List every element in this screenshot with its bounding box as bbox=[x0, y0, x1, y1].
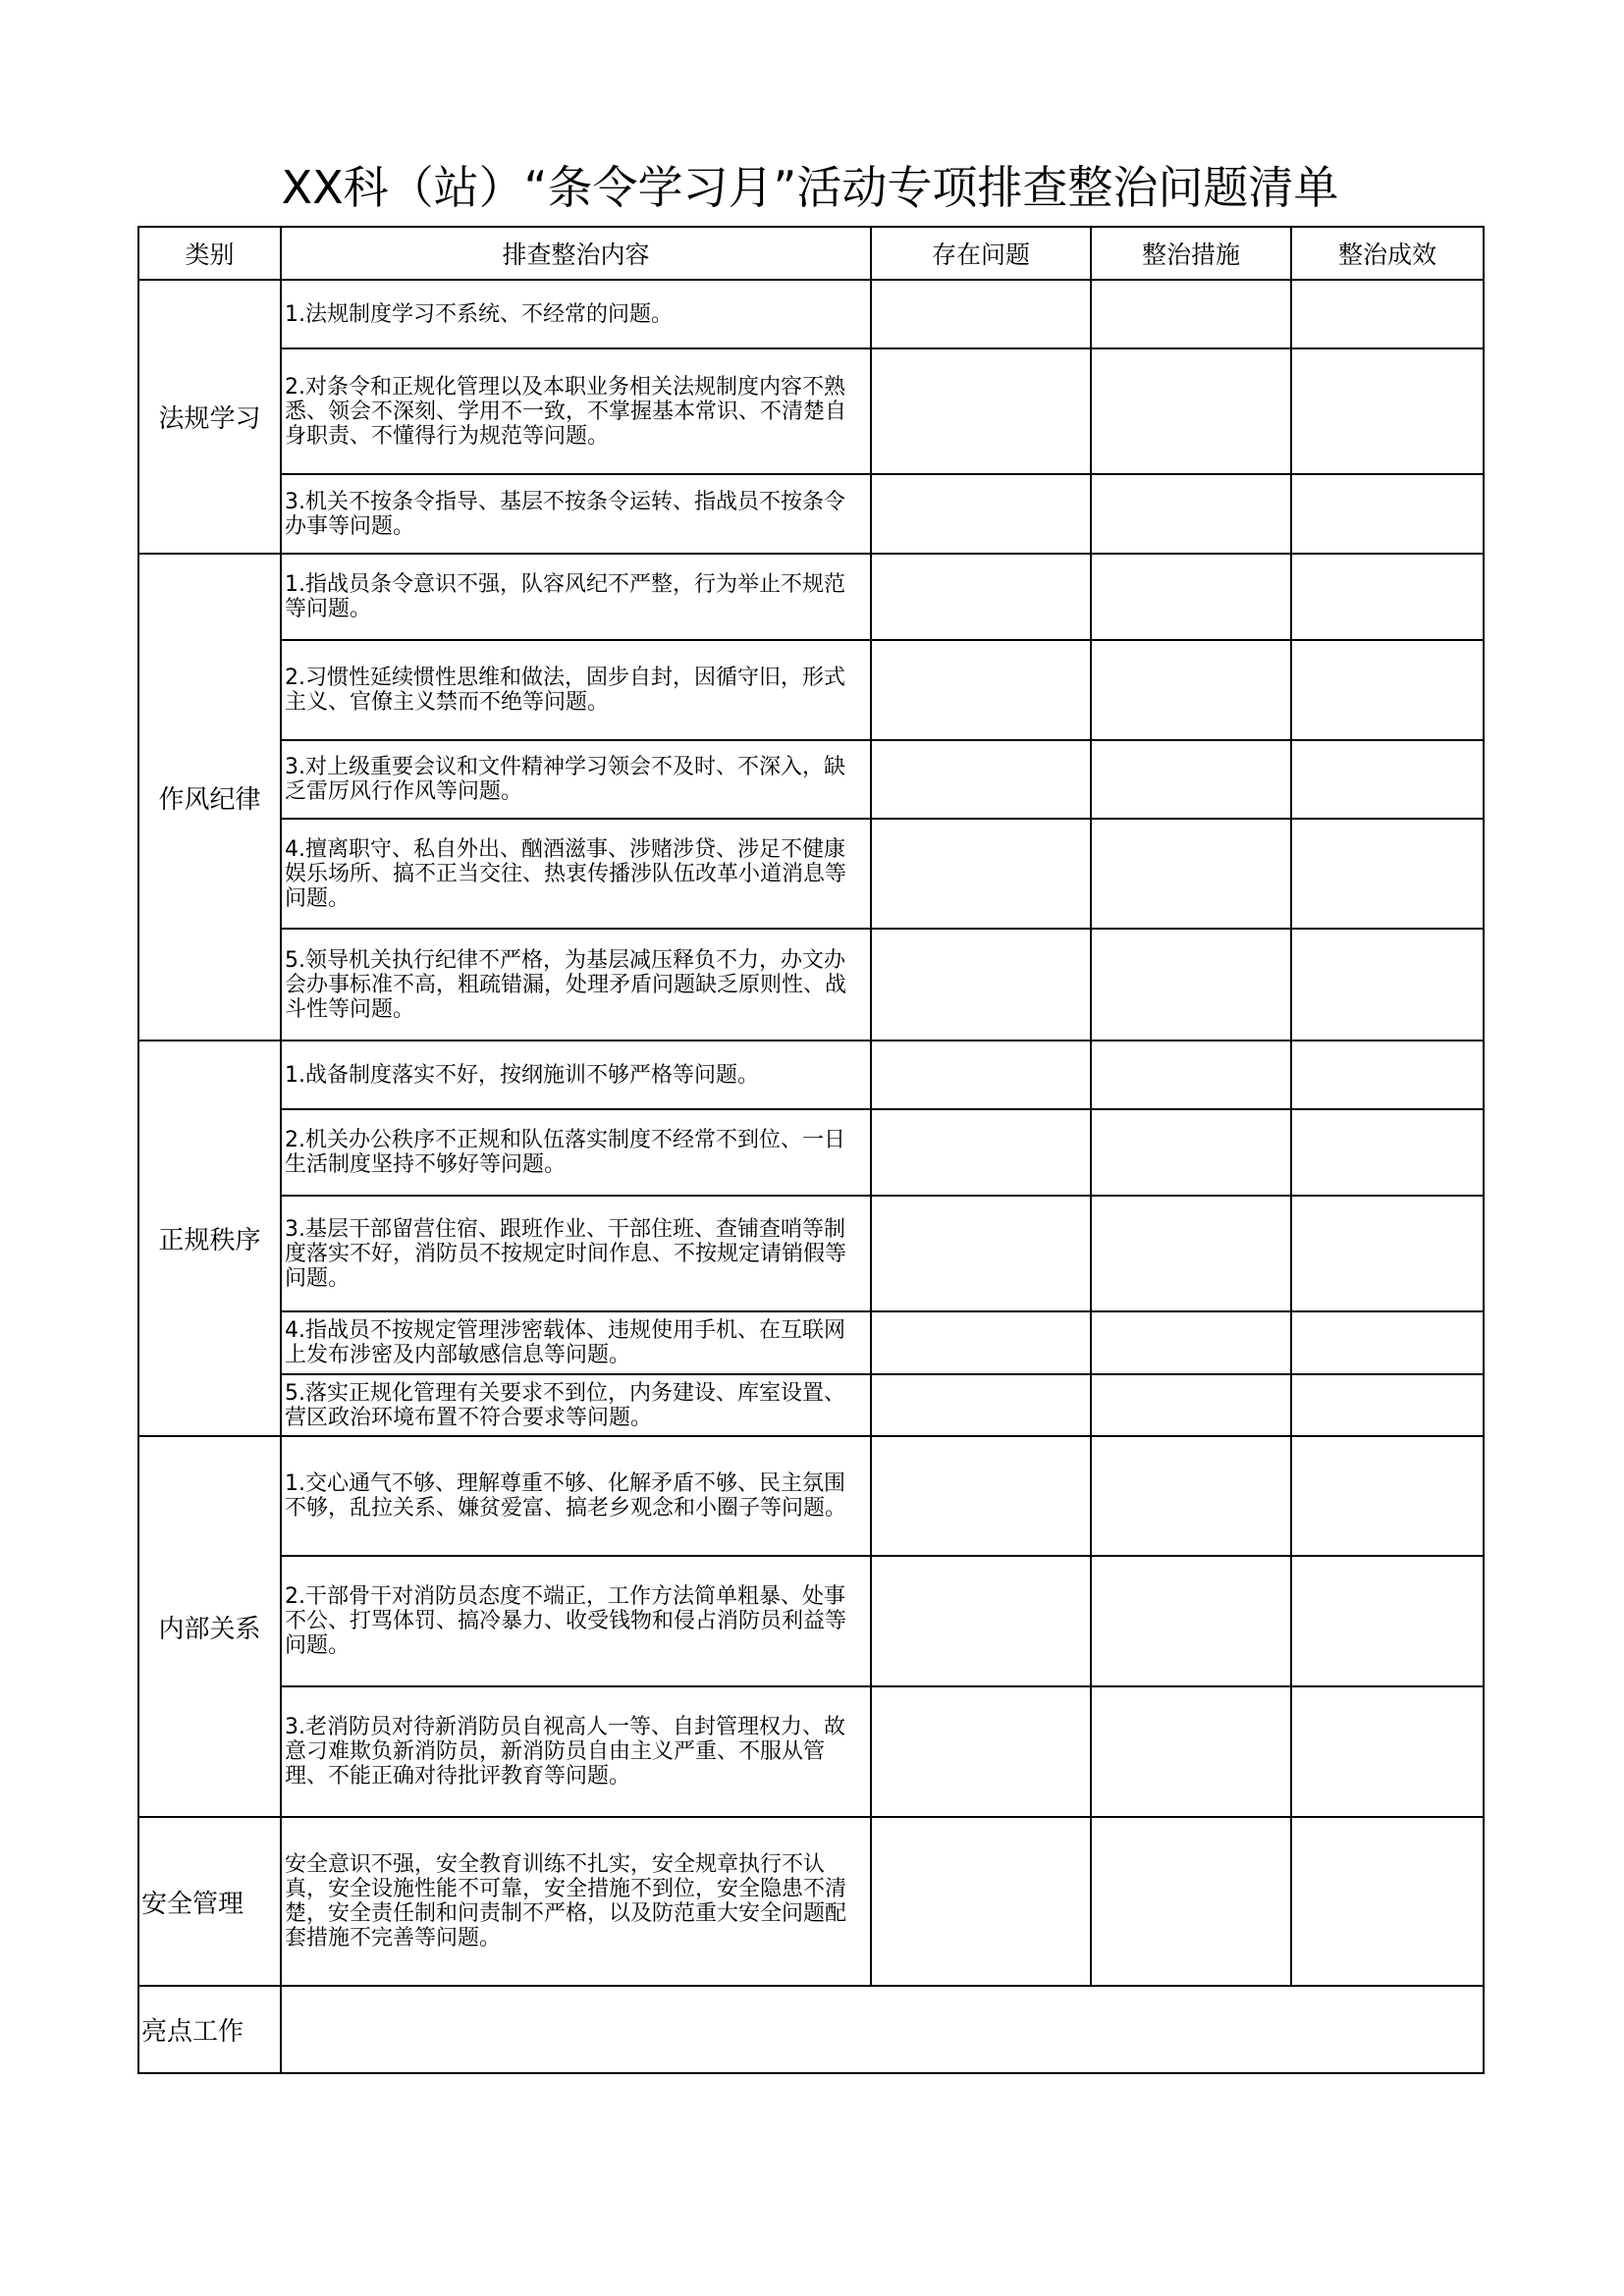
table-row bbox=[138, 1109, 1484, 1196]
results-cell[interactable] bbox=[1291, 929, 1484, 1041]
measures-cell[interactable] bbox=[1091, 1374, 1291, 1436]
existing-issues-cell[interactable] bbox=[871, 740, 1091, 819]
measures-cell[interactable] bbox=[1091, 640, 1291, 740]
table-row bbox=[138, 1436, 1484, 1556]
measures-cell[interactable] bbox=[1091, 1041, 1291, 1109]
category-cell: 内部关系 bbox=[138, 1436, 281, 1817]
existing-issues-cell[interactable] bbox=[871, 348, 1091, 474]
existing-issues-cell[interactable] bbox=[871, 1686, 1091, 1817]
existing-issues-cell[interactable] bbox=[871, 1374, 1091, 1436]
measures-cell[interactable] bbox=[1091, 819, 1291, 929]
table-row bbox=[138, 1196, 1484, 1311]
existing-issues-cell[interactable] bbox=[871, 819, 1091, 929]
header-existing-issues: 存在问题 bbox=[871, 227, 1091, 280]
highlight-row bbox=[138, 1986, 1484, 2073]
results-cell[interactable] bbox=[1291, 1196, 1484, 1311]
table-row bbox=[138, 280, 1484, 348]
measures-cell[interactable] bbox=[1091, 1436, 1291, 1556]
results-cell[interactable] bbox=[1291, 1374, 1484, 1436]
header-results: 整治成效 bbox=[1291, 227, 1484, 280]
content-cell: 1.法规制度学习不系统、不经常的问题。 bbox=[281, 280, 871, 348]
results-cell[interactable] bbox=[1291, 474, 1484, 554]
content-cell: 3.老消防员对待新消防员自视高人一等、自封管理权力、故意刁难欺负新消防员，新消防员自由主义严重、不服从管理、不能正确对待批评教育等问题。 bbox=[281, 1686, 871, 1817]
table-row bbox=[138, 640, 1484, 740]
table-row bbox=[138, 474, 1484, 554]
existing-issues-cell[interactable] bbox=[871, 1311, 1091, 1374]
results-cell[interactable] bbox=[1291, 819, 1484, 929]
existing-issues-cell[interactable] bbox=[871, 1041, 1091, 1109]
issue-checklist-table bbox=[137, 226, 1485, 2074]
content-cell: 2.对条令和正规化管理以及本职业务相关法规制度内容不熟悉、领会不深刻、学用不一致，不掌握基本常识、不清楚自身职责、不懂得行为规范等问题。 bbox=[281, 348, 871, 474]
results-cell[interactable] bbox=[1291, 740, 1484, 819]
existing-issues-cell[interactable] bbox=[871, 474, 1091, 554]
category-cell: 正规秩序 bbox=[138, 1041, 281, 1436]
header-measures: 整治措施 bbox=[1091, 227, 1291, 280]
category-cell: 法规学习 bbox=[138, 280, 281, 554]
content-cell: 安全意识不强，安全教育训练不扎实，安全规章执行不认真，安全设施性能不可靠，安全措施不到位，安全隐患不清楚，安全责任制和问责制不严格，以及防范重大安全问题配套措施不完善等问题。 bbox=[281, 1817, 871, 1986]
table-row bbox=[138, 554, 1484, 640]
results-cell[interactable] bbox=[1291, 348, 1484, 474]
measures-cell[interactable] bbox=[1091, 1556, 1291, 1686]
existing-issues-cell[interactable] bbox=[871, 1196, 1091, 1311]
measures-cell[interactable] bbox=[1091, 929, 1291, 1041]
table-row bbox=[138, 929, 1484, 1041]
existing-issues-cell[interactable] bbox=[871, 1436, 1091, 1556]
header-row bbox=[138, 227, 1484, 280]
table-row bbox=[138, 740, 1484, 819]
results-cell[interactable] bbox=[1291, 1436, 1484, 1556]
content-cell: 3.对上级重要会议和文件精神学习领会不及时、不深入，缺乏雷厉风行作风等问题。 bbox=[281, 740, 871, 819]
header-category: 类别 bbox=[138, 227, 281, 280]
content-cell: 3.基层干部留营住宿、跟班作业、干部住班、查铺查哨等制度落实不好，消防员不按规定时间作息、不按规定请销假等问题。 bbox=[281, 1196, 871, 1311]
highlight-content-cell[interactable] bbox=[281, 1986, 1484, 2073]
measures-cell[interactable] bbox=[1091, 1311, 1291, 1374]
existing-issues-cell[interactable] bbox=[871, 1109, 1091, 1196]
content-cell: 4.指战员不按规定管理涉密载体、违规使用手机、在互联网上发布涉密及内部敏感信息等问题。 bbox=[281, 1311, 871, 1374]
existing-issues-cell[interactable] bbox=[871, 929, 1091, 1041]
content-cell: 3.机关不按条令指导、基层不按条令运转、指战员不按条令办事等问题。 bbox=[281, 474, 871, 554]
measures-cell[interactable] bbox=[1091, 740, 1291, 819]
content-cell: 4.擅离职守、私自外出、酗酒滋事、涉赌涉贷、涉足不健康娱乐场所、搞不正当交往、热衷传播涉队伍改革小道消息等问题。 bbox=[281, 819, 871, 929]
results-cell[interactable] bbox=[1291, 1041, 1484, 1109]
content-cell: 2.干部骨干对消防员态度不端正，工作方法简单粗暴、处事不公、打骂体罚、搞冷暴力、收受钱物和侵占消防员利益等问题。 bbox=[281, 1556, 871, 1686]
measures-cell[interactable] bbox=[1091, 554, 1291, 640]
existing-issues-cell[interactable] bbox=[871, 554, 1091, 640]
results-cell[interactable] bbox=[1291, 1817, 1484, 1986]
category-cell: 作风纪律 bbox=[138, 554, 281, 1041]
results-cell[interactable] bbox=[1291, 1556, 1484, 1686]
existing-issues-cell[interactable] bbox=[871, 640, 1091, 740]
results-cell[interactable] bbox=[1291, 554, 1484, 640]
table-row bbox=[138, 348, 1484, 474]
content-cell: 2.机关办公秩序不正规和队伍落实制度不经常不到位、一日生活制度坚持不够好等问题。 bbox=[281, 1109, 871, 1196]
header-content: 排查整治内容 bbox=[281, 227, 871, 280]
table-row bbox=[138, 1374, 1484, 1436]
results-cell[interactable] bbox=[1291, 640, 1484, 740]
highlight-label: 亮点工作 bbox=[138, 1986, 281, 2073]
results-cell[interactable] bbox=[1291, 280, 1484, 348]
results-cell[interactable] bbox=[1291, 1311, 1484, 1374]
table-row bbox=[138, 1556, 1484, 1686]
results-cell[interactable] bbox=[1291, 1686, 1484, 1817]
measures-cell[interactable] bbox=[1091, 1196, 1291, 1311]
content-cell: 5.落实正规化管理有关要求不到位，内务建设、库室设置、营区政治环境布置不符合要求等问题。 bbox=[281, 1374, 871, 1436]
existing-issues-cell[interactable] bbox=[871, 1817, 1091, 1986]
measures-cell[interactable] bbox=[1091, 348, 1291, 474]
table-row bbox=[138, 1686, 1484, 1817]
content-cell: 2.习惯性延续惯性思维和做法，固步自封，因循守旧，形式主义、官僚主义禁而不绝等问题。 bbox=[281, 640, 871, 740]
measures-cell[interactable] bbox=[1091, 474, 1291, 554]
content-cell: 1.交心通气不够、理解尊重不够、化解矛盾不够、民主氛围不够，乱拉关系、嫌贫爱富、搞老乡观念和小圈子等问题。 bbox=[281, 1436, 871, 1556]
document-title: XX科（站）“条令学习月”活动专项排查整治问题清单 bbox=[281, 161, 1339, 214]
results-cell[interactable] bbox=[1291, 1109, 1484, 1196]
measures-cell[interactable] bbox=[1091, 1686, 1291, 1817]
content-cell: 5.领导机关执行纪律不严格，为基层减压释负不力，办文办会办事标准不高，粗疏错漏，处理矛盾问题缺乏原则性、战斗性等问题。 bbox=[281, 929, 871, 1041]
measures-cell[interactable] bbox=[1091, 1109, 1291, 1196]
measures-cell[interactable] bbox=[1091, 1817, 1291, 1986]
table-row bbox=[138, 1311, 1484, 1374]
table-row bbox=[138, 1817, 1484, 1986]
table-row bbox=[138, 819, 1484, 929]
content-cell: 1.战备制度落实不好，按纲施训不够严格等问题。 bbox=[281, 1041, 871, 1109]
existing-issues-cell[interactable] bbox=[871, 280, 1091, 348]
category-cell: 安全管理 bbox=[138, 1817, 281, 1986]
measures-cell[interactable] bbox=[1091, 280, 1291, 348]
existing-issues-cell[interactable] bbox=[871, 1556, 1091, 1686]
content-cell: 1.指战员条令意识不强，队容风纪不严整，行为举止不规范等问题。 bbox=[281, 554, 871, 640]
table-row bbox=[138, 1041, 1484, 1109]
